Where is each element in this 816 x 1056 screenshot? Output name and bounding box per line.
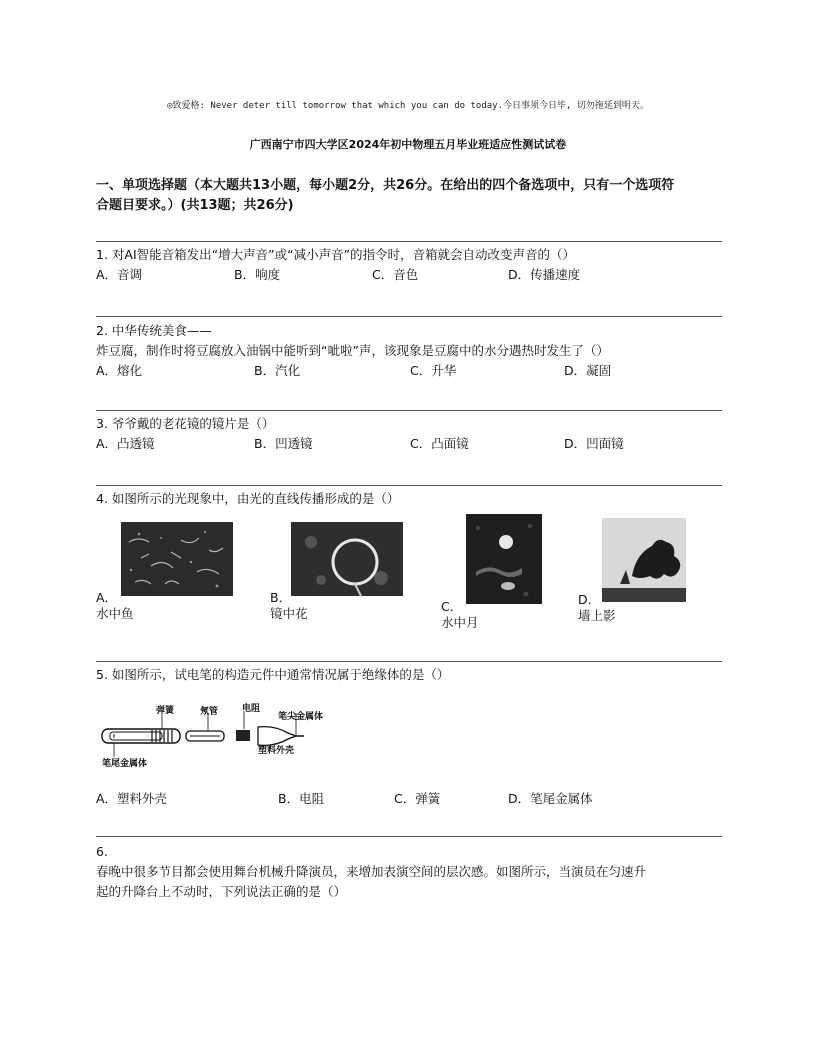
question-stem: 1. 对AI智能音箱发出“增大声音”或“减小声音”的指令时，音箱就会自动改变声音的（） — [96, 247, 576, 262]
label-tip: 笔尖金属体 — [278, 712, 324, 722]
option-b[interactable]: B．电阻 — [278, 791, 325, 806]
question-stem-line1: 2. 中华传统美食—— — [96, 323, 212, 338]
option-a[interactable]: A．熔化 — [96, 363, 143, 378]
divider — [96, 485, 722, 486]
divider — [96, 410, 722, 411]
question-stem: 3. 爷爷戴的老花镜的镜片是（） — [96, 416, 275, 431]
label-spring: 弹簧 — [156, 706, 175, 716]
option-d[interactable]: D．凝固 — [564, 363, 612, 378]
divider — [96, 316, 722, 317]
option-text: 墙上影 — [578, 608, 616, 623]
question-1 — [96, 245, 726, 287]
options-row — [96, 361, 726, 383]
question-3 — [96, 414, 726, 456]
options-row — [96, 265, 726, 287]
page-title: 广西南宁市四大学区2024年初中物理五月毕业班适应性测试试卷 — [249, 138, 567, 151]
option-d[interactable]: D．传播速度 — [508, 267, 581, 282]
section-heading-line2: 合题目要求。）(共13题；共26分) — [96, 198, 294, 213]
divider — [96, 661, 722, 662]
option-a-label[interactable] — [96, 590, 134, 622]
option-text: 水中月 — [441, 615, 479, 630]
option-letter: B． — [270, 590, 292, 605]
label-tail: 笔尾金属体 — [102, 759, 148, 769]
question-stem: 5. 如图所示，试电笔的构造元件中通常情况属于绝缘体的是（） — [96, 667, 450, 682]
option-c-label[interactable] — [441, 599, 479, 631]
label-resistor: 电阻 — [242, 704, 261, 714]
options-row — [96, 789, 726, 811]
photo-fish-in-water[interactable] — [121, 522, 233, 596]
option-d-label[interactable] — [578, 592, 616, 624]
question-stem-line1: 春晚中很多节目都会使用舞台机械升降演员，来增加表演空间的层次感。如图所示，当演员在匀速升 — [96, 864, 647, 879]
question-4 — [96, 489, 726, 509]
question-5 — [96, 665, 726, 685]
option-a[interactable]: A．凸透镜 — [96, 436, 155, 451]
option-b[interactable]: B．响度 — [234, 267, 281, 282]
question-stem-line2: 炸豆腐，制作时将豆腐放入油锅中能听到“呲啦”声，该现象是豆腐中的水分遇热时发生了（） — [96, 343, 609, 358]
option-a[interactable]: A．音调 — [96, 267, 143, 282]
option-letter: C． — [441, 599, 463, 614]
option-text: 水中鱼 — [96, 606, 134, 621]
option-d[interactable]: D．凹面镜 — [564, 436, 624, 451]
question-5-options — [96, 789, 726, 811]
options-row — [96, 434, 726, 456]
question-number: 6. — [96, 844, 108, 859]
question-stem: 4. 如图所示的光现象中，由光的直线传播形成的是（） — [96, 491, 400, 506]
label-shell: 塑料外壳 — [258, 746, 295, 756]
question-6 — [96, 842, 726, 902]
divider — [96, 836, 722, 837]
test-pen-diagram — [100, 703, 350, 771]
question-stem-line2: 起的升降台上不动时，下列说法正确的是（） — [96, 884, 347, 899]
option-letter: A． — [96, 590, 118, 605]
divider — [96, 241, 722, 242]
option-d[interactable]: D．笔尾金属体 — [508, 791, 593, 806]
label-neon: 氖管 — [200, 707, 219, 717]
photo-flower-in-mirror[interactable] — [291, 522, 403, 596]
option-c[interactable]: C．升华 — [410, 363, 457, 378]
section-heading — [96, 176, 722, 216]
option-a[interactable]: A．塑料外壳 — [96, 791, 168, 806]
option-text: 镜中花 — [270, 606, 308, 621]
photo-moon-in-water[interactable] — [466, 514, 542, 604]
option-b[interactable]: B．汽化 — [254, 363, 301, 378]
option-c[interactable]: C．弹簧 — [394, 791, 441, 806]
option-b-label[interactable] — [270, 590, 308, 622]
photo-shadow-on-wall[interactable] — [602, 518, 686, 602]
option-letter: D． — [578, 592, 601, 607]
option-c[interactable]: C．音色 — [372, 267, 419, 282]
motto-line: ◎致爱格: Never deter till tomorrow that which you can do today.今日事须今日毕, 切勿拖延到明天。 — [167, 101, 649, 111]
option-c[interactable]: C．凸面镜 — [410, 436, 469, 451]
question-2 — [96, 321, 726, 383]
option-b[interactable]: B．凹透镜 — [254, 436, 313, 451]
section-heading-line1: 一、单项选择题（本大题共13小题，每小题2分，共26分。在给出的四个备选项中，只有一个选项符 — [96, 178, 675, 193]
